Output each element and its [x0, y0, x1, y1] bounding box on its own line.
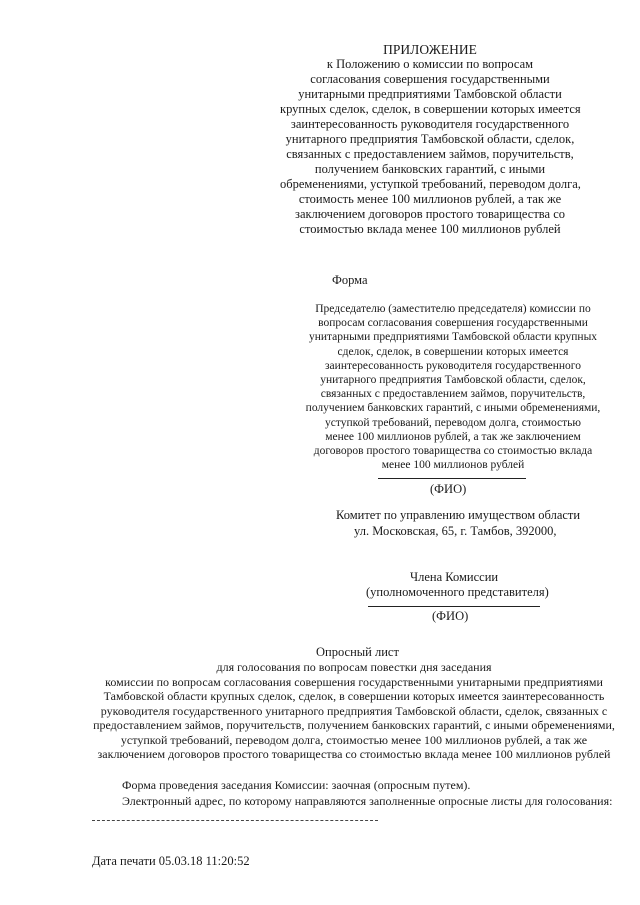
questionnaire-line: для голосования по вопросам повестки дня заседания [216, 660, 492, 674]
appendix-heading: ПРИЛОЖЕНИЕ [383, 42, 477, 57]
addressee-line: менее 100 миллионов рублей, а так же заключением [325, 430, 581, 443]
addressee-line: договоров простого товарищества со стоимостью вклада [313, 445, 593, 458]
questionnaire-title: Опросный лист [316, 645, 399, 659]
addressee-line: получением банковских гарантий, с иными обременениями, [305, 402, 601, 415]
appendix-line: заинтересованность руководителя государственного [290, 117, 570, 131]
appendix-line: получением банковских гарантий, с иными [314, 162, 546, 176]
member-title: Члена Комиссии [410, 570, 499, 584]
member-subtitle: (уполномоченного представителя) [366, 585, 549, 599]
meeting-form-line: Форма проведения заседания Комиссии: заочная (опросным путем). [122, 778, 471, 792]
member-fio-label: (ФИО) [432, 609, 469, 623]
appendix-line: стоимость менее 100 миллионов рублей, а так же [298, 192, 562, 206]
questionnaire-line: заключением договоров простого товарищества со стоимостью вклада менее 100 миллионов рублей [97, 747, 611, 761]
addressee-line: Председателю (заместителю председателя) комиссии по [315, 303, 591, 315]
appendix-line: к Положению о комиссии по вопросам [326, 57, 534, 71]
email-address-line: Электронный адрес, по которому направляются заполненные опросные листы для голосования: [122, 794, 613, 808]
committee-name: Комитет по управлению имуществом области [336, 508, 581, 522]
appendix-line: обременениями, уступкой требований, переводом долга, [280, 177, 581, 191]
form-label: Форма [332, 273, 368, 287]
appendix-line: заключением договоров простого товарищества со [295, 207, 565, 221]
print-date: Дата печати 05.03.18 11:20:52 [92, 854, 250, 868]
questionnaire-line: Тамбовской области крупных сделок, сделок, в совершении которых имеется заинтересованность [103, 689, 605, 703]
addressee-fio-label: (ФИО) [430, 482, 467, 496]
addressee-line: сделок, сделок, в совершении которых имеется [337, 345, 569, 358]
questionnaire-line: руководителя государственного унитарного предприятия Тамбовской области, сделок, связанных с [100, 703, 608, 718]
committee-address: ул. Московская, 65, г. Тамбов, 392000, [354, 524, 557, 538]
addressee-fio-underline [378, 478, 526, 479]
appendix-line: связанных с предоставлением займов, поручительств, [286, 147, 574, 161]
email-address-blank [92, 820, 378, 821]
appendix-line: унитарного предприятия Тамбовской области, сделок, [285, 132, 575, 146]
appendix-line: стоимостью вклада менее 100 миллионов рублей [299, 222, 561, 236]
questionnaire-line: комиссии по вопросам согласования совершения государственными унитарными предприятиями [105, 674, 603, 689]
addressee-line: связанных с предоставлением займов, поручительств, [320, 388, 586, 401]
questionnaire-line: уступкой требований, переводом долга, стоимостью менее 100 миллионов рублей, а так же [120, 732, 588, 747]
addressee-line: унитарного предприятия Тамбовской области, сделок, [320, 374, 586, 387]
addressee-line: вопросам согласования совершения государственными [318, 317, 588, 330]
addressee-line: унитарными предприятиями Тамбовской области крупных [308, 331, 598, 344]
addressee-block [288, 302, 618, 472]
addressee-line: менее 100 миллионов рублей [381, 459, 525, 472]
appendix-line: согласования совершения государственными [310, 72, 550, 86]
addressee-line: заинтересованность руководителя государственного [325, 359, 581, 372]
questionnaire-line: предоставлением займов, поручительств, получением банковских гарантий, с иными обременениями, [93, 718, 615, 732]
addressee-line: уступкой требований, переводом долга, стоимостью [325, 416, 581, 429]
questionnaire-block [84, 660, 624, 762]
appendix-line: крупных сделок, сделок, в совершении которых имеется [280, 102, 581, 116]
appendix-block [280, 42, 580, 237]
appendix-line: унитарными предприятиями Тамбовской области [298, 87, 562, 101]
member-fio-underline [368, 606, 540, 607]
